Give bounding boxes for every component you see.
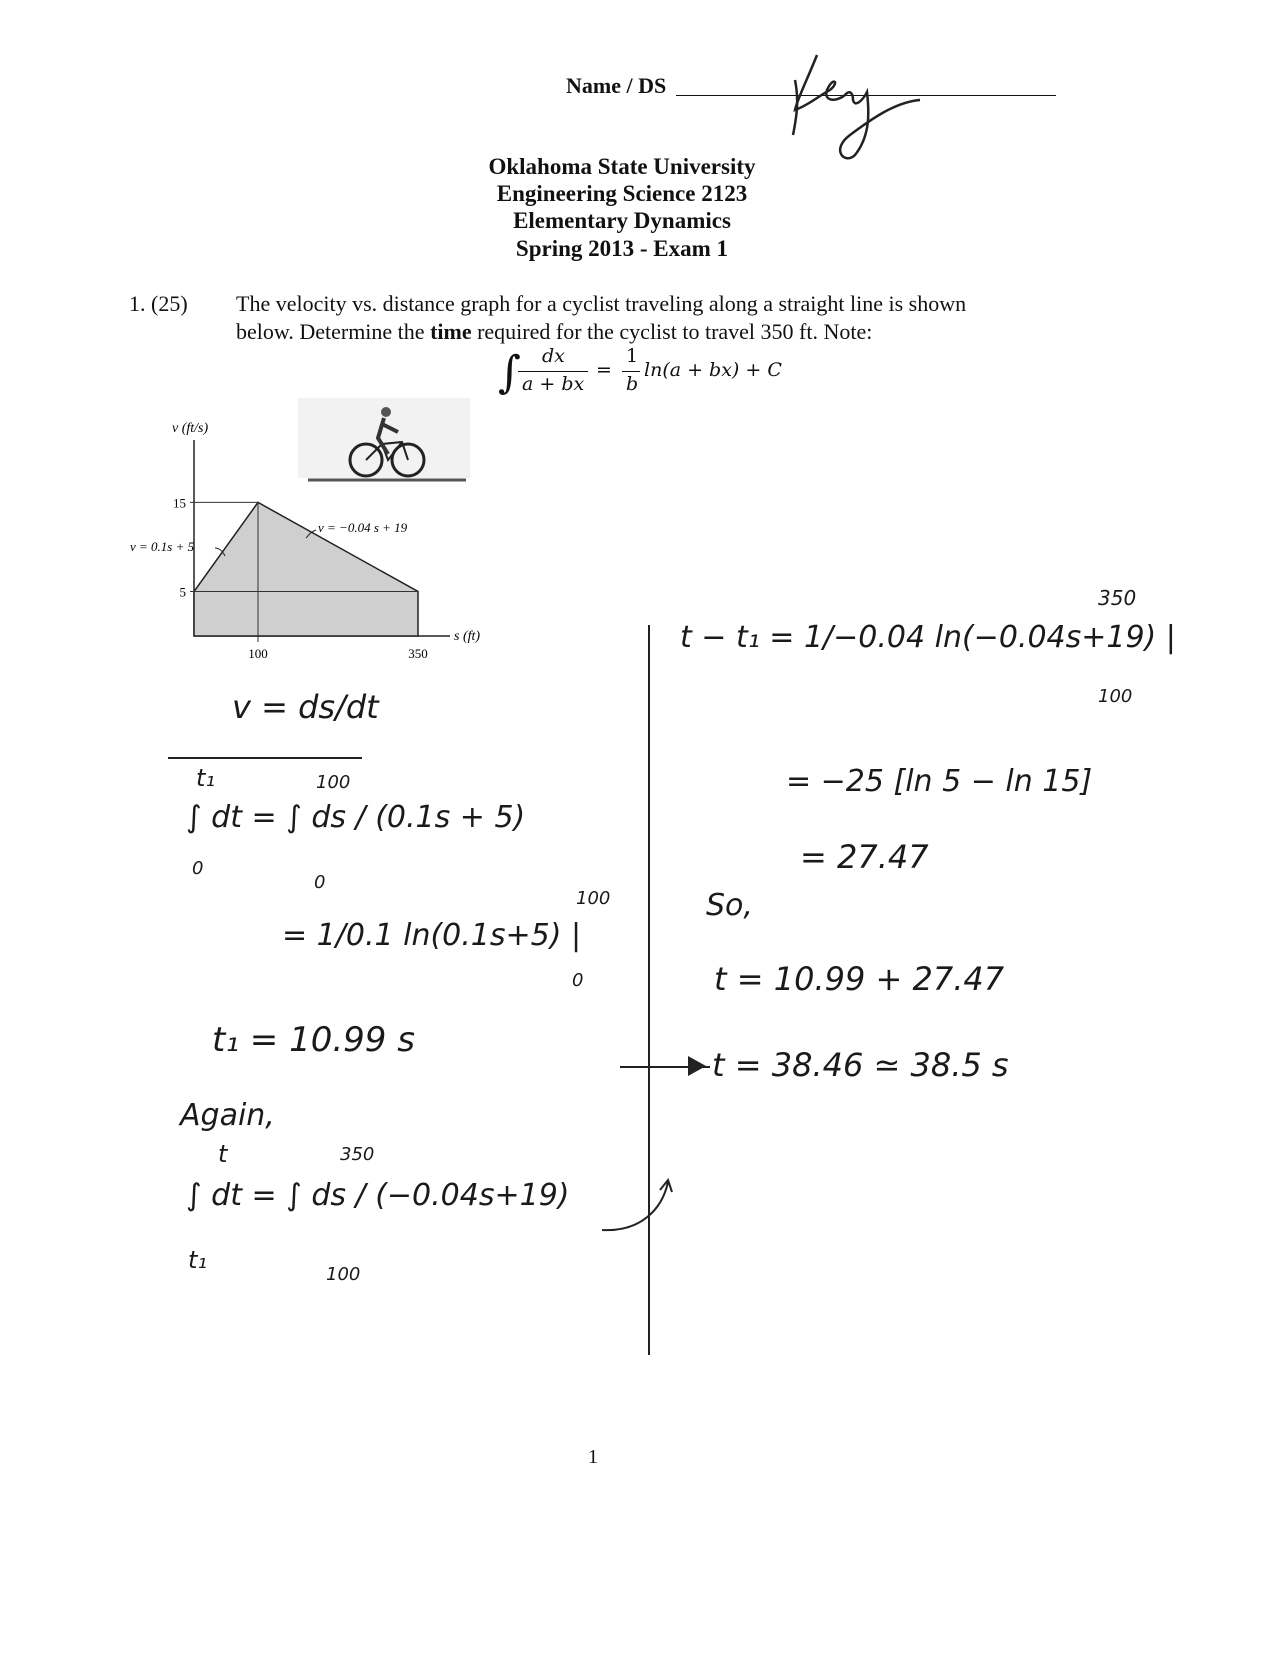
x-tick-label-350: 350 <box>408 646 428 661</box>
problem-text-line2 <box>236 319 872 345</box>
work-again: Again, <box>180 1098 275 1133</box>
work-v-eq: v = ds/dt <box>232 688 379 726</box>
formula-rhs-bar <box>622 371 640 372</box>
work-r-ln: t − t₁ = 1/−0.04 ln(−0.04s+19) | <box>680 620 1176 655</box>
line2-post: required for the cyclist to travel 350 ft. Note: <box>471 319 873 344</box>
x-tick-label-100: 100 <box>248 646 268 661</box>
exam-title: Spring 2013 - Exam 1 <box>515 236 729 261</box>
integral-sign: ∫ <box>498 347 521 398</box>
work-rule <box>168 757 362 759</box>
line2-bold: time <box>430 319 472 344</box>
work-r-100: 100 <box>1098 686 1133 707</box>
y-tick-label-5: 5 <box>179 584 186 600</box>
column-separator <box>648 625 650 1355</box>
formula-num: dx <box>542 345 565 367</box>
work-upper-t1: t₁ <box>196 764 216 792</box>
subject: Elementary Dynamics <box>513 208 731 233</box>
work-upper-100: 100 <box>316 772 351 793</box>
work-lower-t1: t₁ <box>188 1246 208 1274</box>
work-upper-350: 350 <box>340 1144 375 1165</box>
formula-rhs-num: 1 <box>626 345 639 367</box>
work-integral-1: ∫ dt = ∫ ds / (0.1s + 5) <box>186 800 526 835</box>
annotation-decreasing: v = −0.04 s + 19 <box>318 520 408 535</box>
formula-rhs-den: b <box>626 373 639 395</box>
page-number: 1 <box>588 1446 598 1468</box>
formula-den: a + bx <box>522 373 585 395</box>
work-r-answer: t = 38.46 ≃ 38.5 s <box>712 1046 1009 1084</box>
work-integral-2: ∫ dt = ∫ ds / (−0.04s+19) <box>186 1178 570 1213</box>
work-r-350: 350 <box>1098 586 1137 610</box>
work-eval-0: 0 <box>572 970 584 991</box>
formula <box>498 345 818 405</box>
signature <box>775 40 935 170</box>
y-tick-label-15: 15 <box>173 495 186 511</box>
answer-arrowhead <box>688 1056 706 1076</box>
problem-text-line1: The velocity vs. distance graph for a cyclist traveling along a straight line is shown <box>236 291 967 316</box>
work-lower-0b: 0 <box>314 872 326 893</box>
signature-text: Key <box>915 60 917 61</box>
formula-eq: = <box>596 359 612 381</box>
work-r-sum: t = 10.99 + 27.47 <box>714 960 1005 998</box>
course: Engineering Science 2123 <box>496 181 748 206</box>
university: Oklahoma State University <box>488 154 756 179</box>
formula-rhs: ln(a + bx) + C <box>644 359 782 381</box>
work-r-ln-diff: = −25 [ln 5 − ln 15] <box>786 764 1093 799</box>
work-upper-t: t <box>218 1140 228 1168</box>
work-r-so: So, <box>706 888 753 923</box>
y-axis-label: v (ft/s) <box>172 421 209 436</box>
name-label: Name / DS <box>566 73 667 98</box>
velocity-distance-chart <box>120 410 500 670</box>
problem-number: 1. (25) <box>129 291 188 316</box>
work-r-27: = 27.47 <box>800 838 929 876</box>
work-lower-0a: 0 <box>192 858 204 879</box>
annotation-increasing: v = 0.1s + 5 <box>130 539 195 554</box>
line2-pre: below. Determine the <box>236 319 431 344</box>
work-lower-100: 100 <box>326 1264 361 1285</box>
work-eval-100: 100 <box>576 888 611 909</box>
arrow-curve <box>600 1170 680 1240</box>
work-t1-result: t₁ = 10.99 s <box>212 1020 415 1060</box>
formula-bar <box>518 371 588 372</box>
x-axis-label: s (ft) <box>454 629 481 644</box>
work-ln-1: = 1/0.1 ln(0.1s+5) | <box>282 918 582 953</box>
